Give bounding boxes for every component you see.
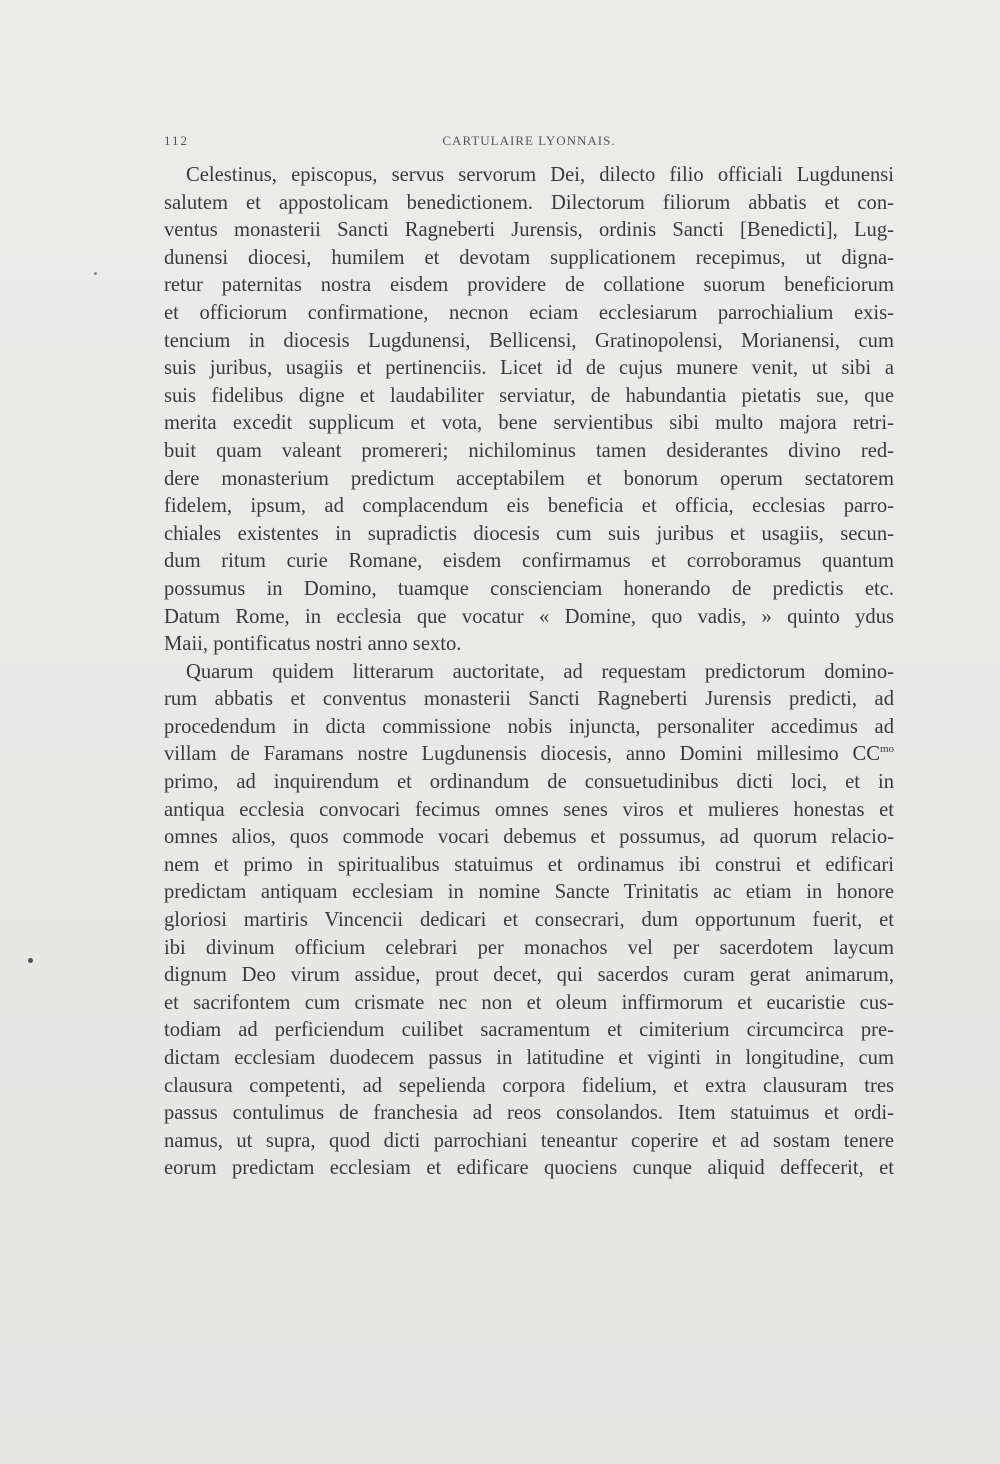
text-line: dum ritum curie Romane, eisdem confirmamus et corroboramus quantum: [164, 550, 894, 573]
text-line: merita excedit supplicum et vota, bene servientibus sibi multo majora retri-: [164, 412, 894, 435]
text-line: tencium in diocesis Lugdunensi, Bellicensi, Gratinopolensi, Morianensi, cum: [164, 329, 894, 352]
text-line: dignum Deo virum assidue, prout decet, qui sacerdos curam gerat animarum,: [164, 964, 894, 987]
text-line: predictam antiquam ecclesiam in nomine Sancte Trinitatis ac etiam in honore: [164, 881, 894, 904]
text-line: dictam ecclesiam duodecem passus in latitudine et viginti in longitudine, cum: [164, 1047, 894, 1069]
text-line: todiam ad perficiendum cuilibet sacramentum et cimiterium circumcirca pre-: [164, 1019, 894, 1042]
text-line: omnes alios, quos commode vocari debemus et possumus, ad quorum relacio-: [164, 826, 894, 849]
text-line-with-superscript: [164, 741, 894, 769]
text-line: primo, ad inquirendum et ordinandum de consuetudinibus dicti loci, et in: [164, 771, 894, 794]
body-text: [164, 162, 894, 1183]
running-head: [164, 133, 894, 155]
text-line: possumus in Domino, tuamque conscienciam honerando de predictis etc.: [164, 577, 894, 600]
paragraph-inquiry: [164, 659, 894, 1183]
page-number: 112: [164, 133, 190, 148]
text-line: suis fidelibus digne et laudabiliter serviatur, de habundantia pietatis sue, que: [164, 384, 894, 407]
text-line: buit quam valeant promereri; nichilominus tamen desiderantes divino red-: [164, 439, 894, 462]
text-line: fidelem, ipsum, ad complacendum eis beneficia et officia, ecclesias parro-: [164, 495, 894, 518]
text-line: retur paternitas nostra eisdem providere de collatione suorum beneficiorum: [164, 274, 894, 297]
text-segment: villam de Faramans nostre Lugdunensis diocesis, anno Domini millesimo CC: [164, 743, 880, 766]
text-line: ventus monasterii Sancti Ragneberti Jurensis, ordinis Sancti [Benedicti], Lug-: [164, 219, 894, 242]
text-line: suis juribus, usagiis et pertinenciis. Licet id de cujus munere venit, ut sibi a: [164, 357, 894, 380]
text-line: dere monasterium predictum acceptabilem et bonorum operum sectatorem: [164, 467, 894, 490]
text-line: nem et primo in spiritualibus statuimus et ordinamus ibi construi et edificari: [164, 853, 894, 876]
text-line: et sacrifontem cum crismate nec non et oleum inffirmorum et eucaristie cus-: [164, 991, 894, 1014]
text-line: clausura competenti, ad sepelienda corpora fidelium, et extra clausuram tres: [164, 1074, 894, 1097]
text-line: chiales existentes in supradictis diocesis cum suis juribus et usagiis, secun-: [164, 522, 894, 545]
text-line: eorum predictam ecclesiam et edificare quociens cunque aliquid deffecerit, et: [164, 1157, 894, 1180]
paragraph-papal-letter: [164, 162, 894, 659]
text-line: procedendum in dicta commissione nobis injuncta, personaliter accedimus ad: [164, 715, 894, 738]
text-line: rum abbatis et conventus monasterii Sancti Ragneberti Jurensis predicti, ad: [164, 688, 894, 711]
text-line: namus, ut supra, quod dicti parrochiani teneantur coperire et ad sostam tenere: [164, 1129, 894, 1152]
text-line: Datum Rome, in ecclesia que vocatur « Domine, quo vadis, » quinto ydus: [164, 605, 894, 628]
paper-speck: [94, 272, 97, 275]
running-title: CARTULAIRE LYONNAIS.: [442, 133, 616, 148]
text-line: et officiorum confirmatione, necnon eciam ecclesiarum parrochialium exis-: [164, 301, 894, 324]
text-line: Maii, pontificatus nostri anno sexto.: [164, 633, 462, 656]
text-line: passus contulimus de franchesia ad reos consolandos. Item statuimus et ordi-: [164, 1102, 894, 1125]
text-line: salutem et appostolicam benedictionem. Dilectorum filiorum abbatis et con-: [164, 191, 894, 214]
text-line: dunensi diocesi, humilem et devotam supplicationem recepimus, ut digna-: [164, 246, 894, 269]
text-line: ibi divinum officium celebrari per monachos vel per sacerdotem laycum: [164, 936, 894, 959]
text-line: Quarum quidem litterarum auctoritate, ad requestam predictorum domino-: [186, 660, 894, 683]
text-line: Celestinus, episcopus, servus servorum Dei, dilecto filio officiali Lugdunensi: [186, 164, 894, 186]
paper-speck: [28, 958, 33, 963]
text-line: antiqua ecclesia convocari fecimus omnes senes viros et mulieres honestas et: [164, 798, 894, 821]
text-line: gloriosi martiris Vincencii dedicari et consecrari, dum opportunum fuerit, et: [164, 909, 894, 932]
superscript-ordinal: mo: [879, 743, 894, 756]
